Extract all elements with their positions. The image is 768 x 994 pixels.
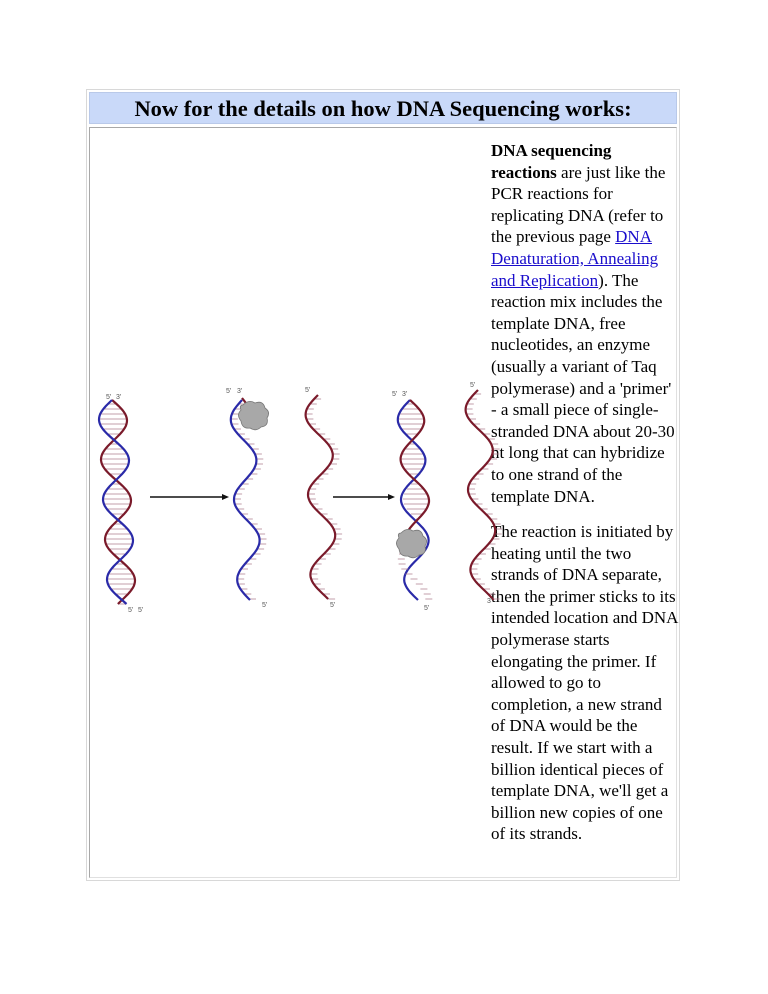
label-5-prime: 5' bbox=[106, 394, 112, 401]
helix1-blue-strand bbox=[99, 400, 133, 604]
strand5-red-strand bbox=[466, 390, 496, 600]
label-5-prime: 5' bbox=[138, 607, 144, 614]
paragraph-2: The reaction is initiated by heating until the two strands of DNA separate, then the primer sticks to its intended location and DNA polymerase starts elongating the primer. If allowed to go to completion, a new strand of DNA would be the result. If we start with a billion identical pieces of template DNA, we'll get a billion new copies of one of its strands. bbox=[491, 522, 678, 844]
label-5-prime: 5' bbox=[424, 605, 430, 612]
label-3-prime: 3' bbox=[237, 388, 243, 395]
label-5-prime: 5' bbox=[392, 391, 398, 398]
label-5-prime: 5' bbox=[226, 388, 232, 395]
arrow-2-head bbox=[388, 494, 395, 500]
strand3-red-strand bbox=[306, 395, 336, 599]
bold-term: DNA sequencing reactions bbox=[491, 141, 612, 182]
helix1-red-strand bbox=[101, 400, 135, 604]
arrow-1-head bbox=[222, 494, 229, 500]
helix4-blue-strand bbox=[398, 400, 429, 600]
text: are just like the PCR reactions for replicating DNA (refer to the previous page bbox=[491, 162, 666, 247]
label-5-prime: 5' bbox=[128, 607, 134, 614]
label-3-prime: 3' bbox=[487, 598, 493, 605]
polymerase-enzyme-icon bbox=[397, 529, 427, 557]
polymerase-enzyme-icon bbox=[239, 401, 269, 429]
label-5-prime: 5' bbox=[330, 602, 336, 609]
label-5-prime: 5' bbox=[305, 387, 311, 394]
label-5-prime: 5' bbox=[262, 602, 268, 609]
link-dna-denaturation[interactable]: DNA Denaturation, Annealing and Replication bbox=[491, 227, 659, 290]
label-5-prime: 5' bbox=[470, 382, 476, 389]
label-3-prime: 3' bbox=[402, 391, 408, 398]
label-3-prime: 3' bbox=[116, 394, 122, 401]
page-title: Now for the details on how DNA Sequencing works: bbox=[89, 92, 677, 124]
text: ). The reaction mix includes the template DNA, free nucleotides, an enzyme (usually a variant of Taq polymerase) and a 'primer' - a small piece of single-stranded DNA about 20-30 nt long that can hybridize to one strand of the template DNA. bbox=[491, 270, 675, 506]
